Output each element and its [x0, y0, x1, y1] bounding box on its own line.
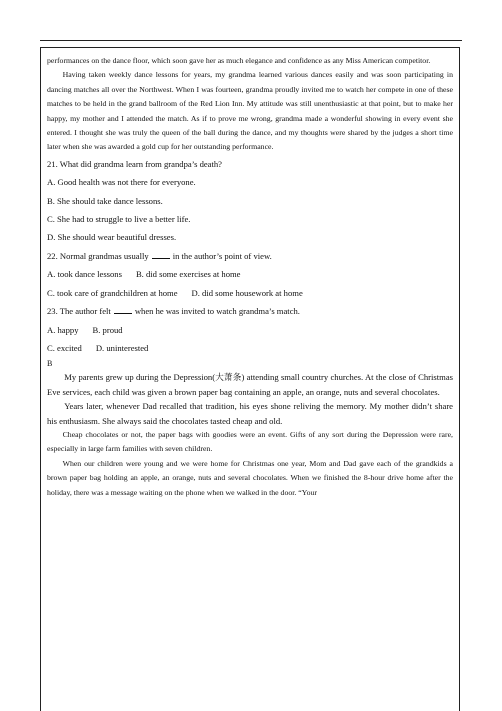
question-22-option-c: C. took care of grandchildren at home [47, 287, 178, 298]
question-22-option-d: D. did some housework at home [191, 287, 303, 298]
passage-a-paragraph-2: Having taken weekly dance lessons for years, my grandma learned various dances easily and was soon participating in dancing matches all over the Northwest. When I was fourteen, grandma proudly invited me to watch her compete in one of these matches to be held in the grand ballroom of the Red Lion Inn. My attitude was still unenthusiastic at that point, but to make her happy, my mother and I attended the match. As if to prove me wrong, grandma made a wonderful showing in every event she entered. I thought she was truly the queen of the ball during the dance, and my thoughts were shared by the judges a short time later when she was awarded a gold cup for her outstanding performance. [47, 70, 453, 152]
question-23-blank [114, 305, 132, 314]
question-23-options-row-1 [47, 321, 453, 339]
question-21-option-d: D. She should wear beautiful dresses. [47, 232, 177, 243]
question-23-option-c: C. excited [47, 342, 82, 353]
passage-a-paragraph-1: performances on the dance floor, which soon gave her as much elegance and confidence as any Miss American competitor. [47, 56, 431, 65]
passage-b-heading: B [47, 359, 53, 369]
question-22-stem [47, 247, 453, 265]
document-content [41, 48, 459, 500]
passage-b-paragraph-2: Years later, whenever Dad recalled that tradition, his eyes shone reliving the memory. My mother didn’t share his enthusiasm. She always said the chocolates tasted cheap and old. [47, 401, 453, 426]
question-22-options-row-2 [47, 284, 453, 302]
question-23-option-d: D. uninterested [95, 342, 149, 353]
question-23-stem-before: 23. The author felt [47, 306, 111, 317]
question-23-stem-after: when he was invited to watch grandma’s match. [134, 306, 300, 317]
question-22-option-b: B. did some exercises at home [135, 269, 241, 280]
passage-b-paragraph-1: My parents grew up during the Depression(大萧条) attending small country churches. At the close of Christmas Eve services, each child was given a brown paper bag containing an apple, an orange, nuts and several chocolates. [47, 372, 453, 397]
passage-b-paragraph-3: Cheap chocolates or not, the paper bags with goodies were an event. Gifts of any sort during the Depression were rare, especially in large farm families with seven children. [47, 429, 453, 454]
question-22-options-row-1 [47, 265, 453, 283]
question-21-option-a: A. Good health was not there for everyone. [47, 177, 196, 188]
question-23-option-a: A. happy [47, 324, 79, 335]
question-22-stem-after: in the author’s point of view. [172, 250, 272, 261]
question-21-option-b: B. She should take dance lessons. [47, 195, 163, 206]
header-rule [40, 40, 462, 41]
question-23-options-row-2 [47, 339, 453, 357]
question-21-stem: 21. What did grandma learn from grandpa’s death? [47, 158, 222, 169]
question-21-option-c: C. She had to struggle to live a better life. [47, 214, 191, 225]
question-22-stem-before: 22. Normal grandmas usually [47, 250, 149, 261]
question-23-stem [47, 302, 453, 320]
question-22-option-a: A. took dance lessons [47, 269, 122, 280]
document-page [40, 47, 460, 711]
passage-b-paragraph-4: When our children were young and we were home for Christmas one year, Mom and Dad gave each of the grandkids a brown paper bag holding an apple, an orange, nuts and several chocolates. When we finished the 8-hour drive home after the holiday, there was a message waiting on the phone when we walked in the door. “Your [47, 458, 453, 497]
question-22-blank [152, 250, 170, 259]
question-23-option-b: B. proud [92, 324, 123, 335]
